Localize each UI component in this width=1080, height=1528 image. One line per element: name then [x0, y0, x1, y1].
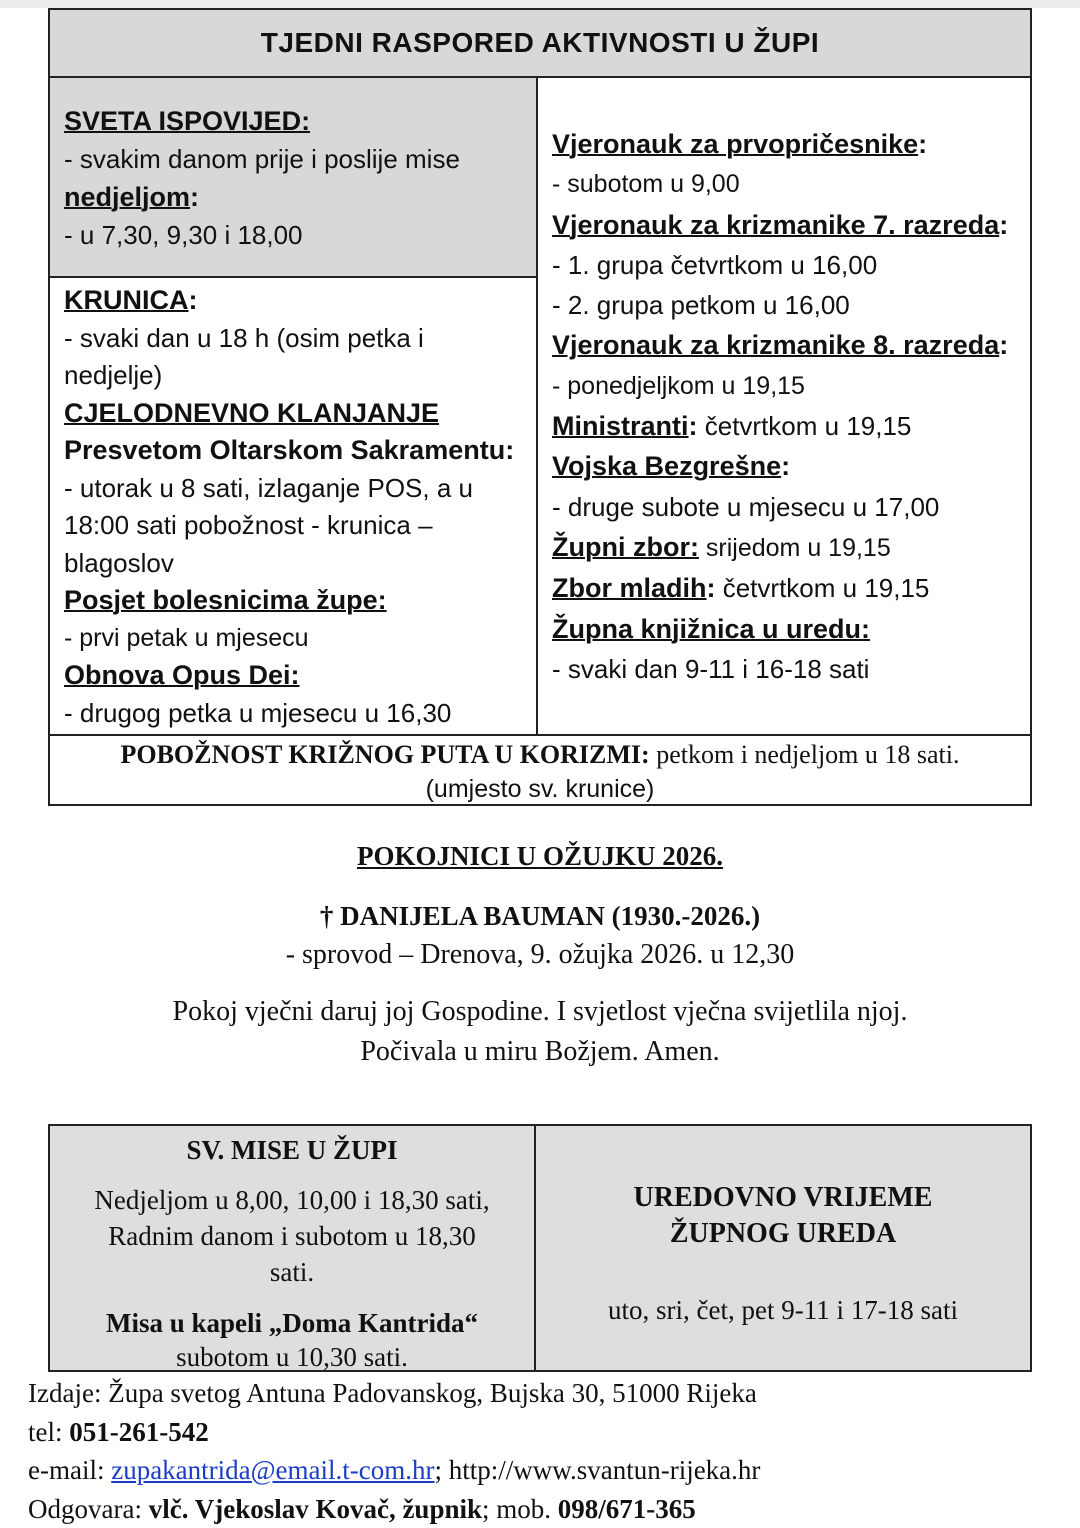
ured-cell [536, 1126, 1030, 1370]
colon: : [999, 209, 1009, 240]
pokojnik-name: † DANIJELA BAUMAN (1930.-2026.) [319, 901, 761, 931]
tel-label: tel: [28, 1416, 70, 1447]
klanjanje-line3: blagoslov [64, 547, 174, 578]
odgovara-label: Odgovara: [28, 1493, 149, 1524]
klanjanje-subheading: Presvetom Oltarskom Sakramentu: [64, 435, 515, 465]
bolesnici-heading: Posjet bolesnicima župe: [64, 585, 387, 615]
klanjanje-line1: - utorak u 8 sati, izlaganje POS, a u [64, 472, 473, 503]
top-bar [0, 0, 1080, 8]
krizmanici7-heading: Vjeronauk za krizmanike 7. razreda [552, 209, 1000, 240]
krizni-put-sub: (umjesto sv. krunice) [425, 775, 655, 803]
zbor-heading: Župni zbor: [552, 531, 699, 562]
colon: : [918, 129, 928, 159]
opus-dei-heading: Obnova Opus Dei: [64, 660, 300, 690]
email-label: e-mail: [28, 1455, 112, 1485]
knjiznica-heading: Župna knjižnica u uredu: [552, 613, 871, 644]
schedule-right-column [538, 78, 1030, 734]
mob-number: 098/671-365 [557, 1493, 696, 1524]
krunica-line1: - svaki dan u 18 h (osim petka i [64, 322, 424, 353]
odgovara-name: vlč. Vjekoslav Kovač, župnik [148, 1493, 482, 1524]
mise-line2: Radnim danom i subotom u 18,30 [108, 1221, 476, 1251]
ispovijed-sunday-heading: nedjeljom [64, 182, 191, 212]
prvopricesnici-heading: Vjeronauk za prvopričesnike [552, 129, 919, 159]
zbor-mladih-heading: Zbor mladih [552, 573, 707, 604]
krizni-put-bold: POBOŽNOST KRIŽNOG PUTA U KORIZMI: [120, 740, 650, 769]
colon: : [688, 411, 698, 442]
mise-kapela-time: subotom u 10,30 sati. [176, 1342, 408, 1372]
vojska-line: - druge subote u mjesecu u 17,00 [552, 491, 940, 522]
colon: : [188, 285, 198, 315]
email-link[interactable]: zupakantrida@email.t-com.hr [111, 1455, 435, 1485]
ispovijed-heading: SVETA ISPOVIJED: [64, 106, 311, 136]
weekly-schedule-table [48, 8, 1032, 806]
mise-line3: sati. [269, 1257, 315, 1287]
krunica-heading: KRUNICA [64, 285, 189, 315]
ured-hours: uto, sri, čet, pet 9-11 i 17-18 sati [608, 1295, 958, 1325]
klanjanje-heading: CJELODNEVNO KLANJANJE [64, 397, 440, 428]
colon: : [706, 573, 716, 604]
footer [28, 1374, 760, 1528]
krizmanici7-line1: - 1. grupa četvrtkom u 16,00 [552, 249, 878, 280]
krizni-put-text: petkom i nedjeljom u 18 sati. [649, 740, 960, 769]
colon: : [190, 182, 200, 212]
ispovijed-line: - svakim danom prije i poslije mise [64, 144, 460, 174]
bolesnici-line: - prvi petak u mjesecu [64, 623, 309, 652]
krizmanici7-line2: - 2. grupa petkom u 16,00 [552, 290, 850, 321]
krizmanici8-line: - ponedjeljkom u 19,15 [552, 371, 805, 400]
ministranti-text: četvrtkom u 19,15 [697, 411, 912, 442]
mise-cell [50, 1126, 536, 1370]
mise-title: SV. MISE U ŽUPI [186, 1135, 398, 1165]
pokojnik-funeral: - sprovod – Drenova, 9. ožujka 2026. u 12,30 [285, 939, 795, 970]
ispovijed-cell [50, 78, 536, 278]
ured-title2: ŽUPNOG UREDA [669, 1218, 897, 1249]
mise-kapela: Misa u kapeli „Doma Kantrida“ [105, 1308, 479, 1338]
krizmanici8-heading: Vjeronauk za krizmanike 8. razreda [552, 330, 1000, 361]
krizni-put-row [50, 734, 1030, 804]
ispovijed-sunday-times: - u 7,30, 9,30 i 18,00 [64, 220, 303, 250]
ministranti-heading: Ministranti [552, 411, 689, 442]
pokojnici-section [0, 836, 1080, 1072]
zbor-mladih-text: četvrtkom u 19,15 [715, 573, 930, 604]
vojska-heading: Vojska Bezgrešne [552, 451, 782, 482]
prayer-line1: Pokoj vječni daruj joj Gospodine. I svjetlost vječna svijetlila njoj. [172, 996, 908, 1027]
ured-title1: UREDOVNO VRIJEME [633, 1182, 933, 1213]
mise-line1: Nedjeljom u 8,00, 10,00 i 18,30 sati, [94, 1185, 490, 1215]
mob-label: ; mob. [482, 1493, 558, 1524]
web-text: ; http://www.svantun-rijeka.hr [434, 1455, 761, 1485]
schedule-left-column [50, 78, 538, 734]
prvopricesnici-line: - subotom u 9,00 [552, 170, 740, 199]
krunica-cell [50, 278, 536, 734]
opus-dei-line: - drugog petka u mjesecu u 16,30 [64, 697, 452, 728]
pokojnici-title: POKOJNICI U OŽUJKU 2026. [356, 841, 724, 871]
schedule-title: TJEDNI RASPORED AKTIVNOSTI U ŽUPI [50, 10, 1030, 78]
tel-number: 051-261-542 [69, 1416, 209, 1447]
colon: : [999, 330, 1009, 361]
knjiznica-line: - svaki dan 9-11 i 16-18 sati [552, 653, 870, 684]
footer-izdaje: Izdaje: Župa svetog Antuna Padovanskog, Bujska 30, 51000 Rijeka [28, 1378, 757, 1408]
schedule-grid [50, 78, 1030, 734]
klanjanje-line2: 18:00 sati pobožnost - krunica – [64, 510, 433, 540]
mise-table [48, 1124, 1032, 1372]
prayer-line2: Počivala u miru Božjem. Amen. [360, 1036, 720, 1067]
colon: : [781, 451, 791, 482]
zbor-text: srijedom u 19,15 [698, 533, 891, 562]
krunica-line2: nedjelje) [64, 360, 163, 390]
